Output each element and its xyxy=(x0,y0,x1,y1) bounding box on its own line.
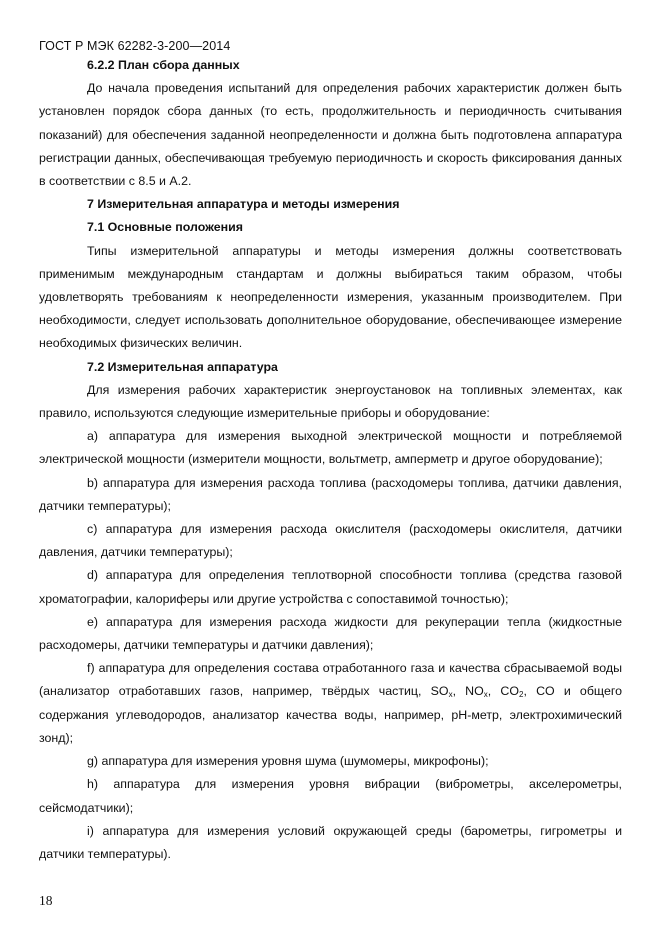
subscript-x: x xyxy=(483,690,488,700)
list-item-b: b) аппаратура для измерения расхода топлива (расходомеры топлива, датчики давления, датчики температуры); xyxy=(39,475,622,513)
subscript-2: 2 xyxy=(519,690,524,700)
item-f-text-1: f) аппаратура для определения состава отработанного газа и качества сбрасываемой воды (анализатор отработавших газов, например, твёрдых частиц, SO xyxy=(39,661,622,699)
heading-7-1: 7.1 Основные положения xyxy=(87,220,243,235)
list-item-f xyxy=(39,657,622,750)
heading-7-2: 7.2 Измерительная аппаратура xyxy=(87,359,278,374)
paragraph: Типы измерительной аппаратуры и методы измерения должны соответствовать применимым международным стандартам и должны выбираться таким образом, чтобы удовлетворять требованиям к неопределенности измерения, указанным производителем. При необходимости, следует использовать дополнительное оборудование, обеспечивающее измерение необходимых физических величин. xyxy=(39,243,622,351)
heading-7: 7 Измерительная аппаратура и методы измерения xyxy=(87,197,400,212)
heading-6-2-2: 6.2.2 План сбора данных xyxy=(87,58,240,72)
item-f-text-3: , CO xyxy=(487,684,519,699)
list-item-c: c) аппаратура для измерения расхода окислителя (расходомеры окислителя, датчики давления, датчики температуры); xyxy=(39,522,622,560)
paragraph: Для измерения рабочих характеристик энергоустановок на топливных элементах, как правило, используются следующие измерительные приборы и оборудование: xyxy=(39,382,622,421)
item-f-text-2: , NO xyxy=(452,684,484,699)
paragraph: До начала проведения испытаний для определения рабочих характеристик должен быть установлен порядок сбора данных (то есть, продолжительность и периодичность считывания показаний) для обеспечения заданной неопределенности и должна быть подготовлена аппаратура регистрации данных, обеспечивающая требуемую периодичность и скорость фиксирования данных в соответствии с 8.5 и А.2. xyxy=(39,81,622,189)
list-item-d: d) аппаратура для определения теплотворной способности топлива (средства газовой хроматографии, калориферы или другие устройства с сопоставимой точностью); xyxy=(39,568,622,606)
subscript-x: x xyxy=(448,690,453,700)
list-item-g: g) аппаратура для измерения уровня шума (шумомеры, микрофоны); xyxy=(87,754,489,769)
list-item-h: h) аппаратура для измерения уровня вибрации (виброметры, акселерометры, сейсмодатчики); xyxy=(39,777,622,815)
list-item-i: i) аппаратура для измерения условий окружающей среды (барометры, гигрометры и датчики температуры). xyxy=(39,823,622,861)
list-item-a: a) аппаратура для измерения выходной электрической мощности и потребляемой электрической мощности (измерители мощности, вольтметр, амперметр и другое оборудование); xyxy=(39,429,622,467)
list-item-e: e) аппаратура для измерения расхода жидкости для рекуперации тепла (жидкостные расходомеры, датчики температуры и датчики давления); xyxy=(39,614,622,653)
item-f-text-4: , CO и общего содержания углеводородов, анализатор качества воды, например, pH-метр, электрохимический зонд); xyxy=(39,684,623,745)
document-body xyxy=(39,54,622,866)
document-header: ГОСТ Р МЭК 62282-3-200—2014 xyxy=(39,39,231,53)
page-number: 18 xyxy=(39,893,53,908)
